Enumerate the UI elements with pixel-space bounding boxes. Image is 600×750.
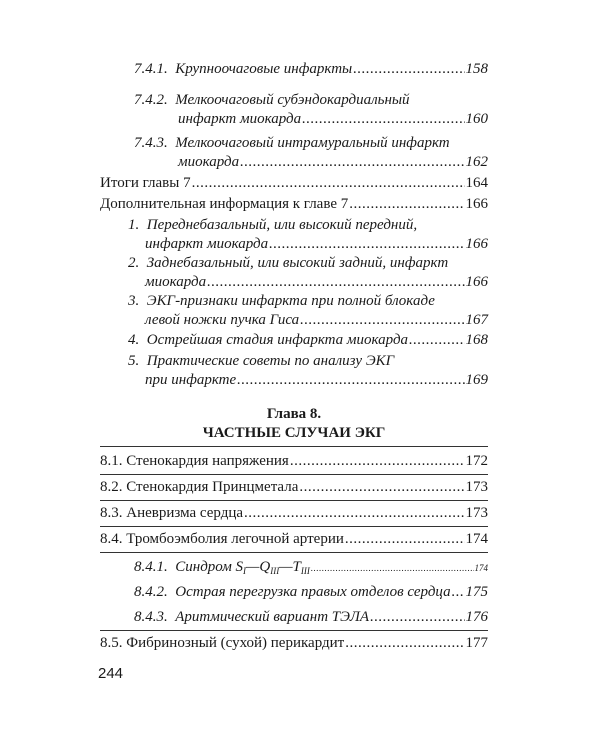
toc-entry-7-4-1 [134,60,488,79]
entry-text: Переднебазальный, или высокий передний, [146,217,418,233]
dot-leader [290,452,465,471]
entry-page: 160 [465,111,488,127]
entry-num: 8.3. [100,505,123,521]
entry-num: 7.4.1. [134,61,168,77]
toc-entry-8-3 [100,504,488,523]
toc-entry-extra-2 [128,254,488,292]
toc-entry-7-4-3 [134,134,488,172]
toc-entry-8-4-3 [134,608,488,627]
entry-page: 174 [465,531,488,547]
toc-entry-extra-7 [100,195,488,214]
entry-page: 158 [465,61,488,77]
dot-leader [207,273,464,292]
entry-num: 8.5. [100,635,123,651]
dot-leader [244,504,464,523]
dot-leader [311,559,474,578]
entry-page: 166 [465,274,488,290]
dot-leader [345,634,464,653]
entry-page: 172 [465,453,488,469]
entry-text: Практические советы по анализу ЭКГ [146,353,395,369]
dot-leader [192,174,465,193]
entry-text: Острая перегрузка правых отделов сердца [175,584,451,600]
row-rule [100,474,488,475]
entry-text: Фибринозный (сухой) перикардит [126,635,345,651]
row-rule [100,552,488,553]
entry-text-cont: миокарда [145,274,207,290]
entry-num: 5. [128,353,140,369]
toc-entry-7-4-2 [134,91,488,129]
dot-leader [240,153,464,172]
entry-text: Тромбоэмболия легочной артерии [126,531,344,547]
entry-text-cont: левой ножки пучка Гиса [145,312,300,328]
toc-entry-extra-3 [128,292,488,330]
chapter-label: Глава 8. [266,406,322,422]
entry-text-cont: инфаркт миокарда [145,236,269,252]
entry-text: Мелкоочаговый субэндокардиальный [175,92,410,108]
chapter-rule [100,446,488,447]
entry-text: Мелкоочаговый интрамуральный инфаркт [175,135,450,151]
syndrome-formula: $S_I—Q_{III}—T_{III}$ [235,559,310,576]
entry-num: 7.4.2. [134,92,168,108]
toc-entry-8-4-1 [134,558,488,581]
entry-num: 8.4.3. [134,609,168,625]
entry-page: 169 [465,372,488,388]
entry-num: 2. [128,255,140,271]
entry-num: 8.4.1. [134,559,168,575]
entry-page: 177 [465,635,488,651]
entry-num: 8.4. [100,531,123,547]
dot-leader [300,311,464,330]
entry-text: Острейшая стадия инфаркта миокарда [146,332,409,348]
entry-text: Дополнительная информация к главе 7 [100,196,349,212]
dot-leader [409,331,464,350]
chapter-title: ЧАСТНЫЕ СЛУЧАИ ЭКГ [202,425,386,441]
entry-page: 164 [465,175,488,191]
toc-entry-8-5 [100,634,488,653]
toc-entry-extra-4 [128,331,488,350]
entry-text: Аневризма сердца [126,505,244,521]
row-rule [100,500,488,501]
entry-text-cont: при инфаркте [145,372,237,388]
entry-page: 167 [465,312,488,328]
entry-page: 175 [465,584,488,600]
dot-leader [345,530,465,549]
entry-page: 162 [465,154,488,170]
entry-text: Синдром [175,559,232,575]
entry-text: Заднебазальный, или высокий задний, инфаркт [146,255,449,271]
dot-leader [302,110,464,129]
entry-num: 8.1. [100,453,123,469]
toc-entry-summary-7 [100,174,488,193]
entry-page: 173 [465,479,488,495]
dot-leader [370,608,464,627]
entry-num: 8.2. [100,479,123,495]
entry-num: 1. [128,217,140,233]
entry-page: 174 [474,563,488,573]
dot-leader [269,235,464,254]
entry-text-cont: миокарда [178,154,240,170]
entry-page: 176 [465,609,488,625]
dot-leader [237,371,464,390]
toc-entry-8-4-2 [134,583,488,602]
row-rule [100,630,488,631]
entry-text: Итоги главы 7 [100,175,191,191]
entry-page: 173 [465,505,488,521]
entry-text: Стенокардия напряжения [126,453,289,469]
entry-page: 168 [465,332,488,348]
entry-num: 7.4.3. [134,135,168,151]
dot-leader [353,60,464,79]
dot-leader [349,195,464,214]
entry-num: 4. [128,332,140,348]
entry-text: Крупноочаговые инфаркты [175,61,353,77]
entry-page: 166 [465,196,488,212]
toc-entry-8-1 [100,452,488,471]
toc-entry-extra-5 [128,352,488,390]
toc-entry-8-4 [100,530,488,549]
entry-page: 166 [465,236,488,252]
entry-text: ЭКГ-признаки инфаркта при полной блокаде [146,293,435,309]
entry-num: 8.4.2. [134,584,168,600]
entry-text-cont: инфаркт миокарда [178,111,302,127]
page-number: 244 [98,665,124,682]
dot-leader [299,478,464,497]
row-rule [100,526,488,527]
dot-leader [452,583,465,602]
toc-entry-8-2 [100,478,488,497]
entry-num: 3. [128,293,140,309]
entry-text: Аритмический вариант ТЭЛА [175,609,370,625]
toc-entry-extra-1 [128,216,488,254]
entry-text: Стенокардия Принцметала [126,479,299,495]
